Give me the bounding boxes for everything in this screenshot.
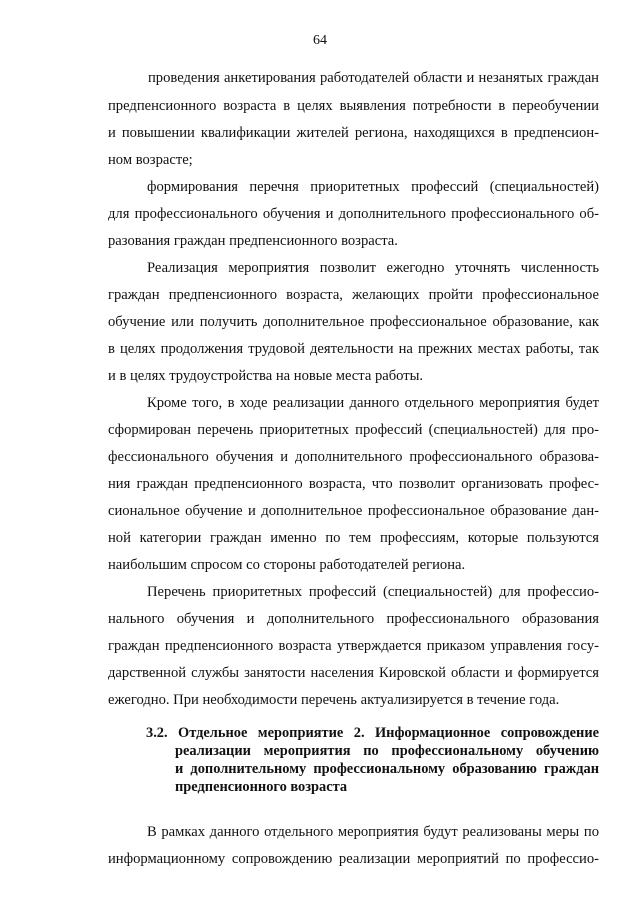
page-number: 64 bbox=[313, 33, 327, 48]
text-line: для профессионального обучения и дополнительного профессионального об- bbox=[108, 206, 599, 222]
text-line: и повышении квалификации жителей региона, находящихся в предпенсион- bbox=[108, 125, 599, 141]
text-line: информационному сопровождению реализации мероприятий по профессио- bbox=[108, 851, 599, 867]
text-line: разования граждан предпенсионного возраста. bbox=[108, 233, 398, 249]
text-line: Перечень приоритетных профессий (специальностей) для профессио- bbox=[147, 584, 599, 600]
section-heading: 3.2. Отдельное мероприятие 2. Информационное сопровождение bbox=[146, 725, 599, 741]
text-line: нального обучения и дополнительного профессионального образования bbox=[108, 611, 599, 627]
text-line: фессионального обучения и дополнительного профессионального образова- bbox=[108, 449, 599, 465]
section-heading: предпенсионного возраста bbox=[175, 779, 348, 795]
text-line: Реализация мероприятия позволит ежегодно уточнять численность bbox=[147, 260, 599, 276]
section-heading: реализации мероприятия по профессиональному обучению bbox=[175, 743, 599, 759]
text-line: ном возрасте; bbox=[108, 152, 193, 168]
text-line: в целях продолжения трудовой деятельности на прежних местах работы, так bbox=[108, 341, 599, 357]
text-line: обучение или получить дополнительное профессиональное образование, как bbox=[108, 314, 599, 330]
text-line: и в целях трудоустройства на новые места работы. bbox=[108, 368, 424, 384]
text-line: дарственной службы занятости населения Кировской области и формируется bbox=[108, 665, 599, 681]
section-heading: и дополнительному профессиональному образованию граждан bbox=[175, 761, 599, 777]
text-line: ежегодно. При необходимости перечень актуализируется в течение года. bbox=[108, 692, 560, 708]
text-line: сиональное обучение и дополнительное профессиональное образование дан- bbox=[108, 503, 599, 519]
text-line: наибольшим спросом со стороны работодателей региона. bbox=[108, 557, 466, 573]
text-line: ния граждан предпенсионного возраста, что позволит организовать профес- bbox=[108, 476, 599, 492]
text-line: граждан предпенсионного возраста утверждается приказом управления госу- bbox=[108, 638, 599, 654]
text-line: Кроме того, в ходе реализации данного отдельного мероприятия будет bbox=[147, 395, 599, 411]
text-line: формирования перечня приоритетных профессий (специальностей) bbox=[147, 179, 599, 195]
text-line: граждан предпенсионного возраста, желающих пройти профессиональное bbox=[108, 287, 599, 303]
text-line: ной категории граждан именно по тем профессиям, которые пользуются bbox=[108, 530, 599, 546]
text-line: сформирован перечень приоритетных профессий (специальностей) для про- bbox=[108, 422, 599, 438]
text-line: В рамках данного отдельного мероприятия будут реализованы меры по bbox=[147, 824, 599, 840]
text-line: предпенсионного возраста в целях выявления потребности в переобучении bbox=[108, 98, 599, 114]
text-line: проведения анкетирования работодателей области и незанятых граждан bbox=[148, 70, 599, 86]
